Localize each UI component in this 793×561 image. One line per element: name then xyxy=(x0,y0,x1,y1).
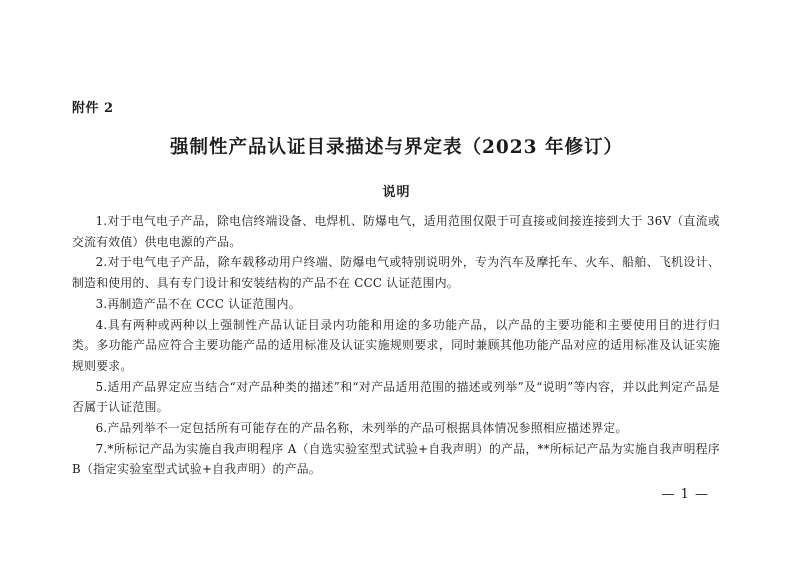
note-item: 2.对于电气电子产品，除车载移动用户终端、防爆电气或特别说明外，专为汽车及摩托车、火车、船舶、飞机设计、制造和使用的、具有专门设计和安装结构的产品不在 CCC 认证范围内。 xyxy=(72,255,720,291)
note-item: 4.具有两种或两种以上强制性产品认证目录内功能和用途的多功能产品，以产品的主要功能和主要使用目的进行归类。多功能产品应符合主要功能产品的适用标准及认证实施规则要求，同时兼顾其他功能产品对应的适用标准及认证实施规则要求。 xyxy=(72,317,720,373)
note-item: 3.再制造产品不在 CCC 认证范围内。 xyxy=(95,296,301,311)
note-item: 5.适用产品界定应当结合“对产品种类的描述”和“对产品适用范围的描述或列举”及“说明”等内容，并以此判定产品是否属于认证范围。 xyxy=(72,379,720,415)
attachment-label: 附件 2 xyxy=(72,101,114,116)
note-item: 7.*所标记产品为实施自我声明程序 A（自选实验室型式试验+自我声明）的产品，**所标记产品为实施自我声明程序 B（指定实验室型式试验+自我声明）的产品。 xyxy=(72,441,720,477)
notes-list xyxy=(72,211,720,480)
page-number: — 1 — xyxy=(661,487,709,502)
note-item: 6.产品列举不一定包括所有可能存在的产品名称，未列举的产品可根据具体情况参照相应描述界定。 xyxy=(95,421,628,436)
section-heading: 说明 xyxy=(382,185,411,200)
note-item: 1.对于电气电子产品，除电信终端设备、电焊机、防爆电气，适用范围仅限于可直接或间接连接到大于 36V（直流或交流有效值）供电电源的产品。 xyxy=(72,214,720,249)
document-title: 强制性产品认证目录描述与界定表（2023 年修订） xyxy=(170,137,623,158)
